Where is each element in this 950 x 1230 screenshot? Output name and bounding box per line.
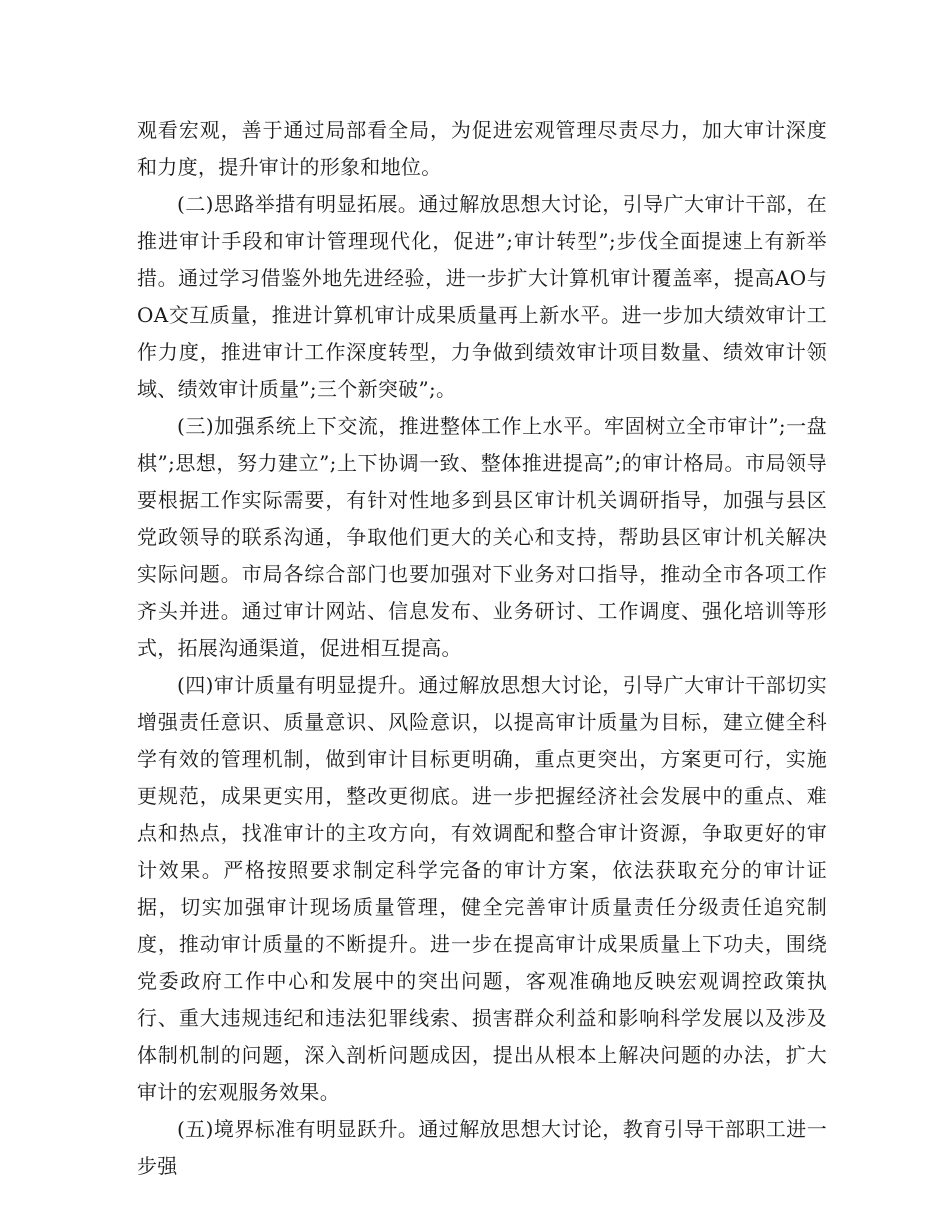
paragraph-section-4: (四)审计质量有明显提升。通过解放思想大讨论，引导广大审计干部切实增强责任意识、质量意识、风险意识，以提高审计质量为目标，建立健全科学有效的管理机制，做到审计目标更明确，重点更突出，方案更可行，实施更规范，成果更实用，整改更彻底。进一步把握经济社会发展中的重点、难点和热点，找准审计的主攻方向，有效调配和整合审计资源，争取更好的审计效果。严格按照要求制定科学完备的审计方案，依法获取充分的审计证据，切实加强审计现场质量管理，健全完善审计质量责任分级责任追究制度，推动审计质量的不断提升。进一步在提高审计成果质量上下功夫，围绕党委政府工作中心和发展中的突出问题，客观准确地反映宏观调控政策执行、重大违规违纪和违法犯罪线索、损害群众利益和影响科学发展以及涉及体制机制的问题，深入剖析问题成因，提出从根本上解决问题的办法，扩大审计的宏观服务效果。	[137, 673, 827, 1104]
paragraph-section-5: (五)境界标准有明显跃升。通过解放思想大讨论，教育引导干部职工进一步强	[137, 1117, 827, 1178]
document-body	[137, 112, 827, 1185]
paragraph-section-2: (二)思路举措有明显拓展。通过解放思想大讨论，引导广大审计干部，在推进审计手段和审计管理现代化，促进”;审计转型”;步伐全面提速上有新举措。通过学习借鉴外地先进经验，进一步扩大计算机审计覆盖率，提高AO与OA交互质量，推进计算机审计成果质量再上新水平。进一步加大绩效审计工作力度，推进审计工作深度转型，力争做到绩效审计项目数量、绩效审计领域、绩效审计质量”;三个新突破”;。	[137, 192, 827, 401]
paragraph-section-3: (三)加强系统上下交流，推进整体工作上水平。牢固树立全市审计”;一盘棋”;思想，努力建立”;上下协调一致、整体推进提高”;的审计格局。市局领导要根据工作实际需要，有针对性地多到县区审计机关调研指导，加强与县区党政领导的联系沟通，争取他们更大的关心和支持，帮助县区审计机关解决实际问题。市局各综合部门也要加强对下业务对口指导，推动全市各项工作齐头并进。通过审计网站、信息发布、业务研讨、工作调度、强化培训等形式，拓展沟通渠道，促进相互提高。	[137, 414, 827, 660]
paragraph-continuation: 观看宏观，善于通过局部看全局，为促进宏观管理尽责尽力，加大审计深度和力度，提升审计的形象和地位。	[137, 118, 827, 179]
